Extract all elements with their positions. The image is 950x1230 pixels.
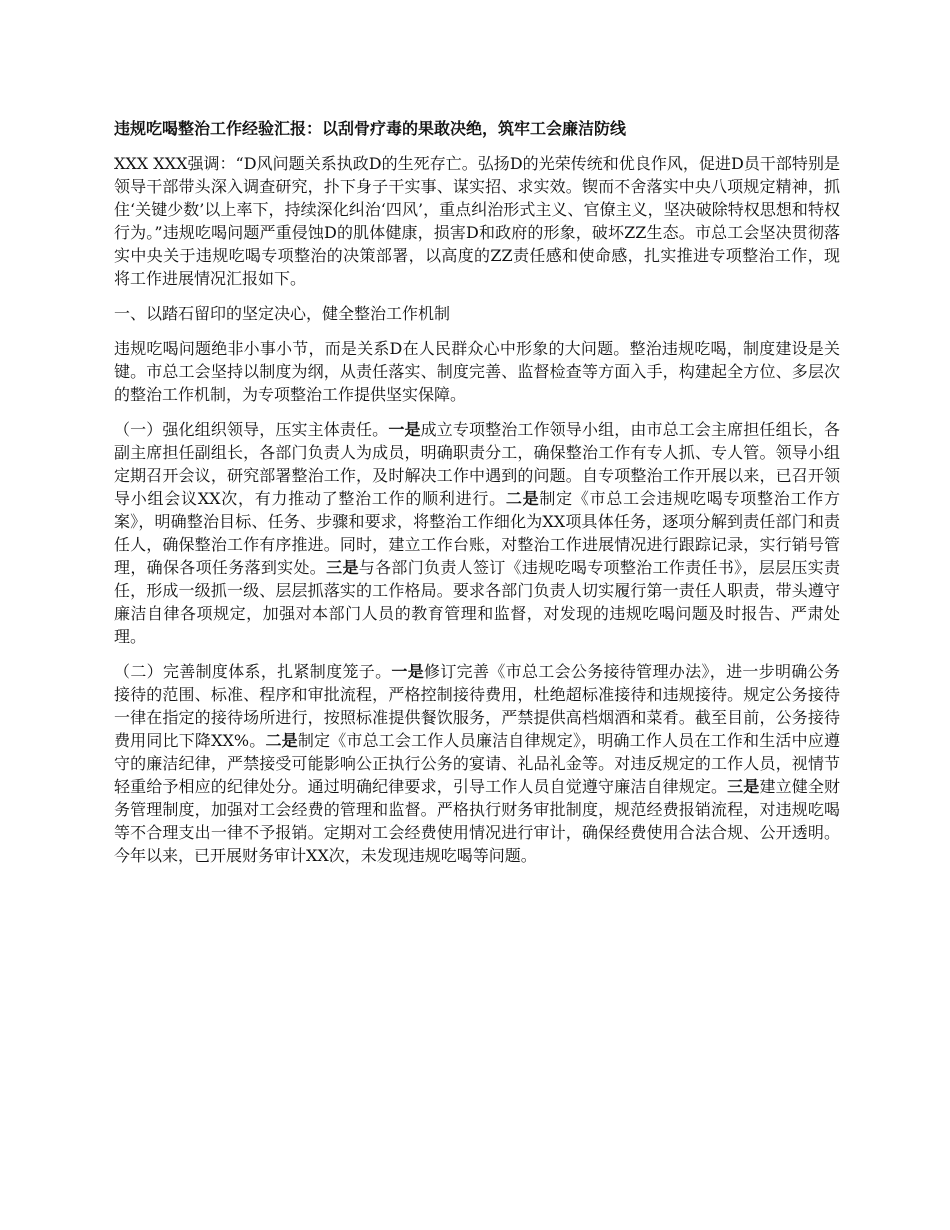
subsection-2-text-2: 制定《市总工会工作人员廉洁自律规定》，明确工作人员在工作和生活中应遵守的廉洁纪律，严禁接受可能影响公正执行公务的宴请、礼品礼金等。对违反规定的工作人员，视情节轻重给予相应的纪律处分。通过明确纪律要求，引导工作人员自觉遵守廉洁自律规定。 — [114, 731, 840, 796]
keyword-second: 二是 — [265, 731, 298, 750]
section-1-lead-paragraph: 违规吃喝问题绝非小事小节，而是关系D在人民群众心中形象的大问题。整治违规吃喝，制度建设是关键。市总工会坚持以制度为纲，从责任落实、制度完善、监督检查等方面入手，构建起全方位、多层次的整治工作机制，为专项整治工作提供坚实保障。 — [114, 339, 840, 404]
document-page — [114, 118, 840, 879]
subsection-1-text-2: 制定《市总工会违规吃喝专项整治工作方案》，明确整治目标、任务、步骤和要求，将整治工作细化为XX项具体任务，逐项分解到责任部门和责任人，确保整治工作有序推进。同时，建立工作台账，对整治工作进展情况进行跟踪记录，实行销号管理，确保各项任务落到实处。 — [114, 489, 840, 577]
subsection-1-heading: （一）强化组织领导，压实主体责任。 — [114, 420, 389, 439]
subsection-2-text-1: 修订完善《市总工会公务接待管理办法》，进一步明确公务接待的范围、标准、程序和审批流程，严格控制接待费用，杜绝超标准接待和违规接待。规定公务接待一律在指定的接待场所进行，按照标准提供餐饮服务，严禁提供高档烟酒和菜肴。截至目前，公务接待费用同比下降XX%。 — [114, 662, 840, 750]
section-1-heading: 一、以踏石留印的坚定决心，健全整治工作机制 — [114, 304, 451, 323]
keyword-first: 一是 — [391, 662, 425, 681]
keyword-first: 一是 — [388, 420, 421, 439]
keyword-second: 二是 — [505, 489, 540, 508]
subsection-2-heading: （二）完善制度体系，扎紧制度笼子。 — [114, 662, 392, 681]
subsection-1-text-3: 与各部门负责人签订《违规吃喝专项整治工作责任书》，层层压实责任，形成一级抓一级、层层抓落实的工作格局。要求各部门负责人切实履行第一责任人职责，带头遵守廉洁自律各项规定，加强对本部门人员的教育管理和监督，对发现的违规吃喝问题及时报告、严肃处理。 — [114, 558, 840, 646]
subsection-1-text-1: 成立专项整治工作领导小组，由市总工会主席担任组长，各副主席担任副组长，各部门负责人为成员，明确职责分工，确保整治工作有专人抓、专人管。领导小组定期召开会议，研究部署整治工作，及时解决工作中遇到的问题。自专项整治工作开展以来，已召开领导小组会议XX次，有力推动了整治工作的顺利进行。 — [114, 420, 840, 508]
subsection-2-paragraph — [114, 660, 840, 867]
subsection-1-paragraph — [114, 418, 840, 648]
intro-paragraph: XXX XXX强调：“D风问题关系执政D的生死存亡。弘扬D的光荣传统和优良作风，促进D员干部特别是领导干部带头深入调查研究，扑下身子干实事、谋实招、求实效。锲而不舍落实中央八项规定精神，抓住‘关键少数’以上率下，持续深化纠治‘四风’，重点纠治形式主义、官僚主义，坚决破除特权思想和特权行为。”违规吃喝问题严重侵蚀D的肌体健康，损害D和政府的形象，破坏ZZ生态。市总工会坚决贯彻落实中央关于违规吃喝专项整治的决策部署，以高度的ZZ责任感和使命感，扎实推进专项整治工作，现将工作进展情况汇报如下。 — [114, 154, 840, 288]
document-title: 违规吃喝整治工作经验汇报：以刮骨疗毒的果敢决绝，筑牢工会廉洁防线 — [114, 119, 627, 138]
keyword-third: 三是 — [727, 777, 760, 796]
subsection-2-text-3: 建立健全财务管理制度，加强对工会经费的管理和监督。严格执行财务审批制度，规范经费报销流程，对违规吃喝等不合理支出一律不予报销。定期对工会经费使用情况进行审计，确保经费使用合法合规、公开透明。今年以来，已开展财务审计XX次，未发现违规吃喝等问题。 — [114, 777, 840, 865]
keyword-third: 三是 — [326, 558, 359, 577]
